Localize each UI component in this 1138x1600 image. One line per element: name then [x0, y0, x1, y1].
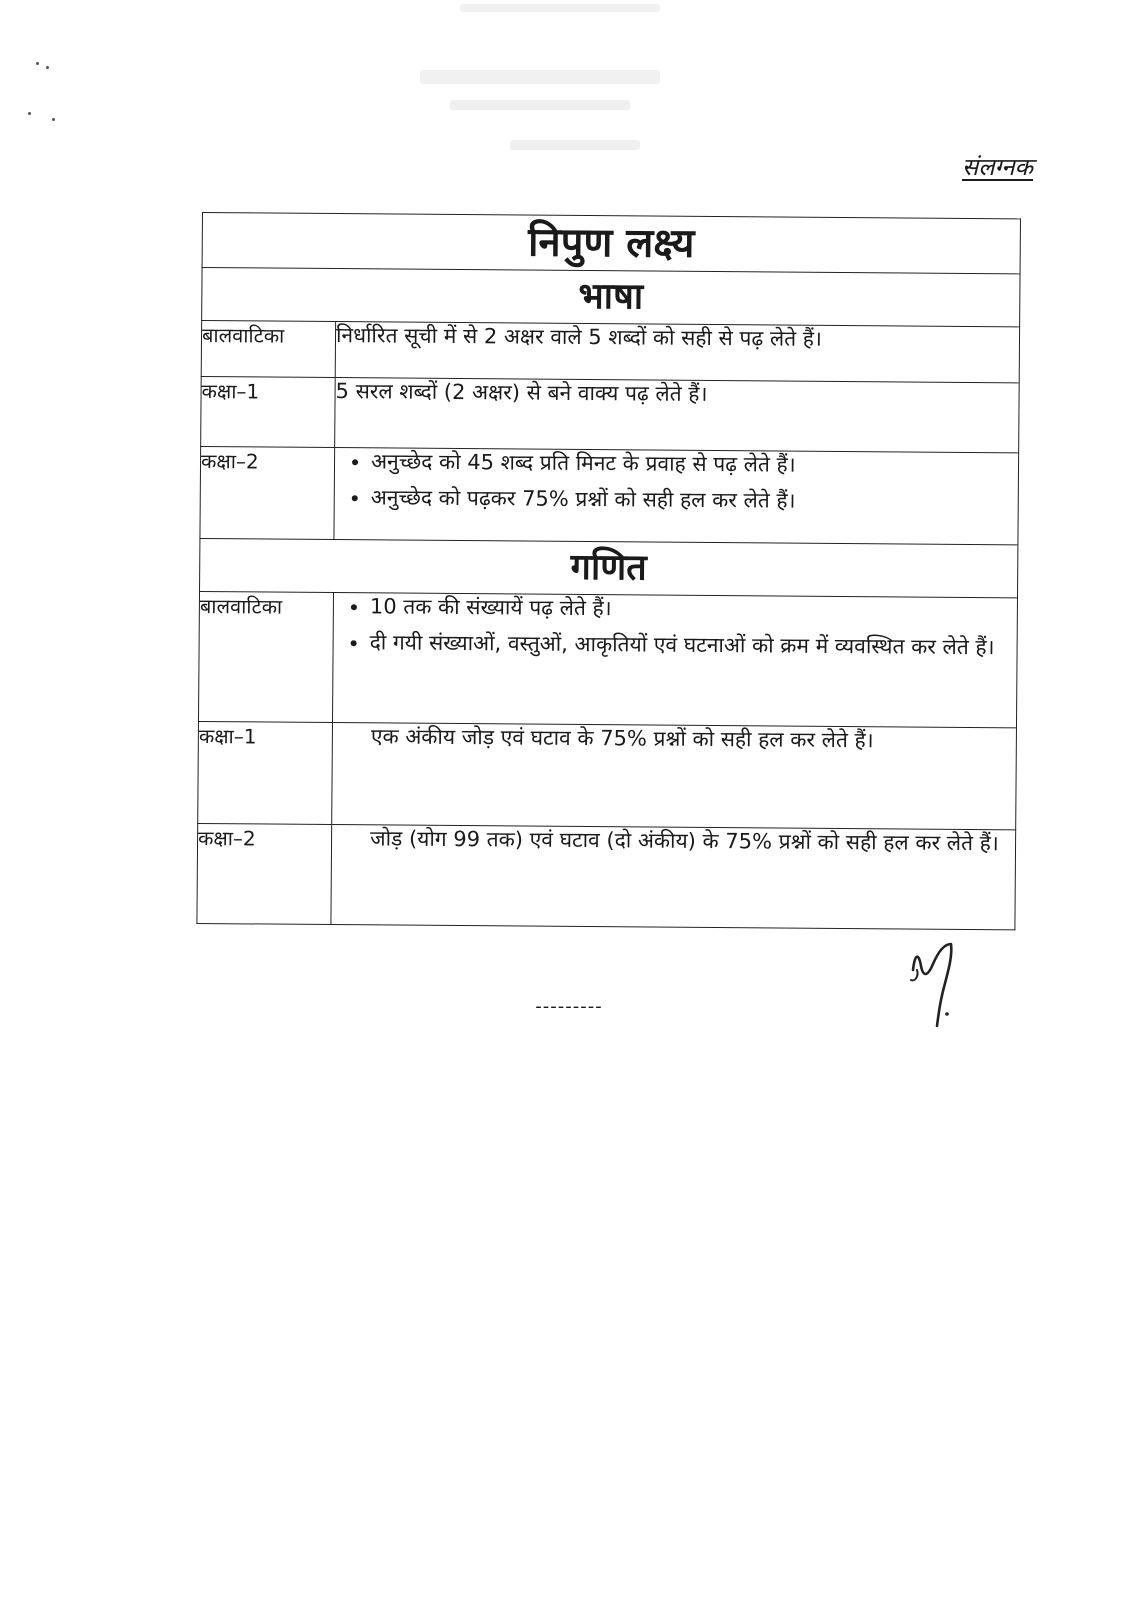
scan-speck: [36, 62, 39, 65]
goal-text: एक अंकीय जोड़ एवं घटाव के 75% प्रश्नों को सही हल कर लेते हैं।: [370, 724, 874, 753]
scan-artifact: [420, 70, 660, 84]
table-row: [198, 591, 1017, 727]
table-row: [200, 446, 1019, 544]
list-item: • अनुच्छेद को 45 शब्द प्रति मिनट के प्रवाह से पढ़ लेते हैं।: [371, 448, 1018, 479]
scan-artifact: [460, 4, 660, 12]
goal-cell: [332, 723, 1017, 830]
list-item: • दी गयी संख्याओं, वस्तुओं, आकृतियों एवं घटनाओं को क्रम में व्यवस्थित कर लेते हैं।: [370, 629, 1017, 660]
table-title: निपुण लक्ष्य: [202, 213, 1020, 274]
goal-text: निर्धारित सूची में से 2 अक्षर वाले 5 शब्दों को सही से पढ़ लेते हैं।: [335, 322, 1019, 383]
language-section-heading: भाषा: [202, 268, 1020, 327]
grade-label: कक्षा–2: [197, 823, 332, 924]
list-item: • अनुच्छेद को पढ़कर 75% प्रश्नों को सही हल कर लेते हैं।: [371, 484, 1018, 515]
grade-label: कक्षा–2: [200, 446, 335, 539]
goal-cell: [332, 593, 1017, 728]
goal-list: [334, 593, 1017, 660]
grade-label: कक्षा–1: [201, 376, 336, 447]
table-row: [197, 823, 1016, 929]
nipun-targets-table: [196, 212, 1021, 930]
grade-label: बालवाटिका: [198, 591, 333, 722]
list-item: • 10 तक की संख्यायें पढ़ लेते हैं।: [370, 593, 1017, 624]
goal-cell: [334, 448, 1019, 545]
goal-text: जोड़ (योग 99 तक) एवं घटाव (दो अंकीय) के 75% प्रश्नों को सही हल कर लेते हैं।: [369, 826, 999, 856]
math-section-heading: गणित: [200, 538, 1018, 597]
scan-artifact: [450, 100, 630, 110]
table-row: [198, 721, 1017, 829]
goal-cell: [331, 825, 1016, 930]
scan-speck: [28, 112, 31, 115]
table-row: [201, 376, 1020, 452]
table-row: [201, 321, 1019, 383]
scan-speck: [46, 66, 49, 69]
grade-label: बालवाटिका: [201, 321, 335, 378]
goal-list: [335, 448, 1018, 515]
end-of-document-mark: ---------: [535, 996, 603, 1017]
scan-artifact: [510, 140, 640, 150]
scan-speck: [52, 118, 55, 121]
grade-label: कक्षा–1: [198, 721, 333, 824]
goal-text: 5 सरल शब्दों (2 अक्षर) से बने वाक्य पढ़ लेते हैं।: [335, 378, 1020, 453]
attachment-label: संलग्नक: [962, 153, 1033, 181]
